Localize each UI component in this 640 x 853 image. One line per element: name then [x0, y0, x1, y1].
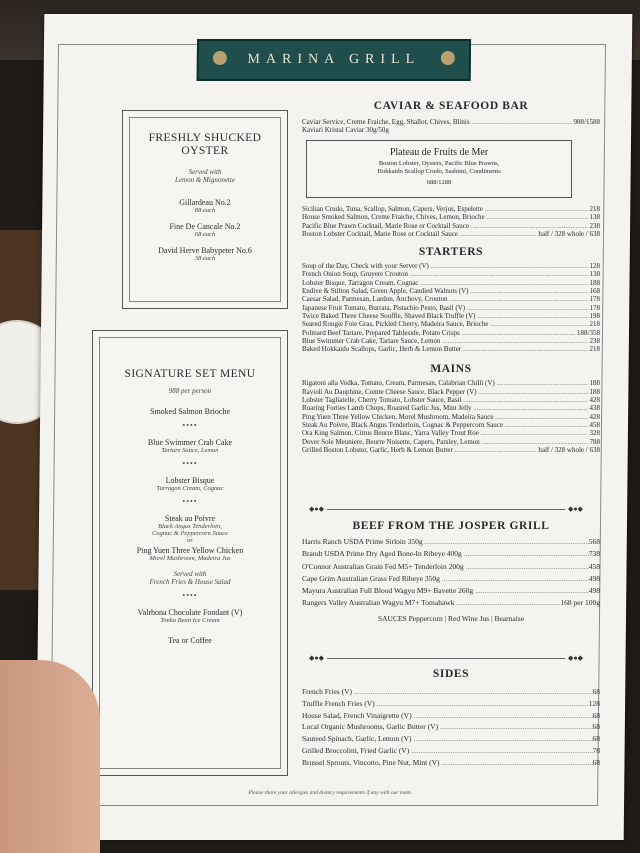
plateau-title: Plateau de Fruits de Mer [389, 147, 489, 158]
list-item [302, 698, 600, 710]
set-menu-title: SIGNATURE SET MENU [124, 368, 256, 380]
item-name: Japanese Fruit Tomato, Burrata, Pistachio Pesto, Basil (V) ..... [302, 304, 588, 312]
list-item [302, 446, 600, 454]
list-item [302, 561, 600, 573]
oyster-item-name: David Herve Babypeter No.6 [158, 246, 252, 255]
grill-section [302, 520, 600, 623]
restaurant-name: MARINA GRILL [247, 52, 421, 67]
course-separator: •••• [182, 459, 198, 468]
mains-list [302, 379, 600, 454]
served-with-items: French Fries & House Salad [149, 578, 231, 586]
item-name: Twice Baked Three Cheese Souffle, Shaved Black Truffle (V) ..... [302, 312, 588, 320]
item-price: 428 [589, 412, 600, 421]
list-item [302, 686, 600, 698]
oyster-item-price: 68 each [194, 231, 216, 238]
item-name: Ping Yuen Three Yellow Chicken, Morel Mushroom, Madeira Sauce ..... [302, 413, 588, 421]
item-price: 68 [592, 710, 600, 720]
course-3-note: Tarragon Cream, Cognac [156, 485, 224, 492]
item-name: Grilled Broccolini, Fried Garlic (V) ..... [302, 745, 593, 757]
course-4b: Ping Yuen Three Yellow Chicken [136, 546, 244, 555]
list-item [302, 710, 600, 722]
divider-ornament: ◆●◆ [568, 654, 583, 662]
item-name: Harris Ranch USDA Prime Sirloin 350g ..... [302, 536, 589, 548]
course-5-note: Tonka Bean Ice Cream [160, 617, 220, 624]
course-4b-note: Morel Mushroom, Madeira Jus [149, 555, 231, 562]
item-price: 188 [589, 379, 600, 388]
item-name: Lobster Bisque, Tarragon Cream, Cognac ..... [302, 279, 588, 287]
item-price: 498 [588, 586, 600, 596]
allergy-note: Please share your allergies and dietary requirements if any with our team. [248, 790, 412, 796]
list-item [302, 312, 600, 320]
item-name: O'Connor Australian Grain Fed M5+ Tenderloin 200g ..... [302, 561, 589, 573]
list-item [302, 287, 600, 295]
item-name: Ravioli Au Dauphine, Comte Cheese Sauce, Black Pepper (V) ..... [302, 388, 588, 396]
item-name: Caesar Salad, Parmesan, Lardon, Anchovy, Crouton ..... [302, 295, 588, 303]
oyster-panel [122, 110, 288, 309]
item-price: 178 [589, 303, 600, 312]
served-with-label: Served with [173, 570, 207, 578]
item-price: 568 [588, 537, 600, 546]
item-name: Rigatoni alla Vodka, Tomato, Cream, Parmesan, Calabrian Chilli (V) ..... [302, 379, 588, 387]
item-name: Pacific Blue Prawn Cocktail, Marie Rose or Cocktail Sauce ..... [302, 222, 588, 230]
item-name: Sauteed Spinach, Garlic, Lemon (V) ..... [302, 733, 593, 745]
item-name: Rangers Valley Australian Wagyu M7+ Tomahawk ..... [302, 597, 560, 609]
item-price: 438 [589, 404, 600, 413]
list-item [302, 388, 600, 396]
course-4a-note: Black Angus Tenderloin, [158, 523, 222, 530]
set-menu-panel [92, 330, 288, 776]
item-name: Brandt USDA Prime Dry Aged Bone-In Ribeye 400g ..... [302, 548, 589, 560]
list-item [302, 205, 600, 213]
list-item [302, 536, 600, 548]
list-item [302, 304, 600, 312]
oyster-title: FRESHLY SHUCKED OYSTER [148, 132, 262, 157]
item-price: 68 [592, 757, 600, 767]
caviar-price: 988/1588 [573, 118, 600, 126]
item-name: Truffle French Fries (V) ..... [302, 698, 589, 710]
course-separator: •••• [182, 591, 198, 600]
item-price: 198 [589, 311, 600, 320]
item-price: 458 [589, 420, 600, 429]
list-item [302, 337, 600, 345]
set-menu-panel-inner [99, 337, 281, 769]
oyster-served-line2: Lemon & Mignonette [175, 176, 235, 184]
list-item [302, 721, 600, 733]
item-name: Cape Grim Australian Grass Fed Ribeye 350g ..... [302, 573, 589, 585]
item-name: Roaring Forties Lamb Chops, Roasted Garlic Jus, Mint Jelly ..... [302, 404, 588, 412]
item-price: 218 [589, 345, 600, 354]
list-item [302, 404, 600, 412]
list-item [302, 270, 600, 278]
list-item [302, 745, 600, 757]
item-price: 788 [589, 437, 600, 446]
sides-list [302, 686, 600, 769]
item-name: Blue Swimmer Crab Cake, Tartare Sauce, Lemon ..... [302, 337, 588, 345]
caviar-line2: Kaviari Kristal Caviar 30g/50g [302, 126, 389, 135]
list-item [302, 757, 600, 769]
course-separator: •••• [182, 421, 198, 430]
item-name: Baked Hokkaido Scallops, Garlic, Herb & Lemon Butter ..... [302, 345, 588, 353]
item-price: 78 [592, 745, 600, 755]
plateau-desc1: Boston Lobster, Oysters, Pacific Blue Prawns, [378, 160, 500, 167]
sauces-line: SAUCES Peppercorn | Red Wine Jus | Bearnaise [377, 613, 525, 623]
starters-title: STARTERS [418, 246, 484, 259]
item-price: 238 [589, 221, 600, 230]
item-name: Dover Sole Meuniere, Beurre Noisette, Capers, Parsley, Lemon ..... [302, 438, 588, 446]
item-price: 68 [592, 734, 600, 744]
list-item [302, 421, 600, 429]
item-price: 218 [589, 320, 600, 329]
course-6: Tea or Coffee [168, 636, 212, 645]
item-name: Local Organic Mushrooms, Garlic Butter (V) ..... [302, 721, 593, 733]
divider-line [327, 658, 565, 659]
course-2-note: Tartare Sauce, Lemon [161, 447, 219, 454]
item-price: 188 [589, 278, 600, 287]
item-price: 168 [589, 287, 600, 296]
item-price: 498 [588, 573, 600, 583]
caviar-section [302, 100, 600, 134]
sides-title: SIDES [432, 668, 470, 680]
list-item [302, 413, 600, 421]
item-name: Soup of the Day, Check with your Server (V) ..... [302, 262, 588, 270]
course-4a: Steak au Poivre [164, 514, 216, 523]
set-menu-price: 988 per person [168, 387, 212, 395]
item-price: 428 [589, 396, 600, 405]
item-price: half / 328 whole / 638 [538, 229, 600, 238]
emblem-icon [441, 51, 455, 65]
mains-title: MAINS [430, 363, 472, 376]
course-separator: •••• [182, 497, 198, 506]
caviar-title: CAVIAR & SEAFOOD BAR [373, 100, 529, 112]
oyster-served-line1: Served with [188, 168, 222, 176]
oyster-panel-inner [129, 117, 281, 302]
item-name: Boston Lobster Cocktail, Marie Rose or Cocktail Sauce ..... [302, 230, 536, 238]
oyster-item-price: 38 each [194, 255, 216, 262]
emblem-icon [213, 51, 227, 65]
item-name: Brussel Sprouts, Vincotto, Pine Nut, Mint (V) ..... [302, 757, 593, 769]
item-name: Steak Au Poivre, Black Angus Tenderloin, Cognac & Peppercorn Sauce ..... [302, 421, 588, 429]
section-divider [306, 505, 586, 513]
item-price: 68 [592, 687, 600, 696]
item-price: 188 [589, 387, 600, 396]
list-item [302, 213, 600, 221]
item-price: 218 [589, 205, 600, 213]
item-price: half / 328 whole / 638 [538, 445, 600, 454]
list-item [302, 438, 600, 446]
grill-list [302, 536, 600, 610]
divider-ornament: ◆●◆ [568, 505, 583, 513]
caviar-row [302, 118, 600, 126]
item-price: 738 [588, 549, 600, 559]
item-name: French Onion Soup, Gruyere Crouton ..... [302, 270, 588, 278]
course-2: Blue Swimmer Crab Cake [147, 438, 233, 447]
course-1: Smoked Salmon Brioche [150, 407, 230, 416]
list-item [302, 329, 600, 337]
divider-ornament: ◆●◆ [309, 654, 324, 662]
item-price: 328 [589, 429, 600, 438]
list-item [302, 279, 600, 287]
oyster-item-name: Gillardeau No.2 [179, 198, 231, 207]
item-price: 238 [589, 336, 600, 345]
item-price: 458 [588, 561, 600, 571]
course-4a-note: Cognac & Peppercorn Sauce [151, 530, 229, 537]
plateau-price: 688/1288 [426, 179, 452, 186]
item-price: 138 [589, 270, 600, 279]
divider-ornament: ◆●◆ [309, 505, 324, 513]
item-name: House Salad, French Vinaigrette (V) ..... [302, 710, 593, 722]
course-5: Valrhona Chocolate Fondant (V) [137, 608, 243, 617]
item-price: 178 [589, 295, 600, 304]
item-name: Endive & Stilton Salad, Green Apple, Candied Walnuts (V) ..... [302, 287, 588, 295]
list-item [302, 585, 600, 597]
seafood-list [302, 205, 600, 454]
item-name: House Smoked Salmon, Creme Fraiche, Chives, Lemon, Brioche ..... [302, 213, 588, 221]
item-price: 128 [588, 698, 600, 708]
plateau-box [306, 140, 572, 198]
item-price: 68 [592, 722, 600, 732]
starters-list [302, 262, 600, 353]
item-name: Sicilian Crudo, Tuna, Scallop, Salmon, Capers, Verjus, Espelette ..... [302, 205, 588, 213]
divider-line [327, 509, 565, 510]
restaurant-banner [197, 39, 471, 81]
section-divider [306, 654, 586, 662]
item-price: 138 [589, 213, 600, 222]
list-item [302, 573, 600, 585]
item-name: Mayura Australian Full Blood Wagyu M9+ Bavette 260g ..... [302, 585, 589, 597]
item-price: 168 per 100g [560, 598, 600, 608]
list-item [302, 548, 600, 560]
item-price: 188/358 [577, 328, 600, 337]
item-name: Polmard Beef Tartare, Prepared Tableside, Potato Crisps ..... [302, 329, 575, 337]
course-or: or [187, 537, 193, 544]
item-name: Grilled Boston Lobster, Garlic, Herb & Lemon Butter ..... [302, 446, 536, 454]
list-item [302, 295, 600, 303]
list-item [302, 262, 600, 270]
plateau-desc2: Hokkaido Scallop Crudo, Sashimi, Condiments [377, 168, 501, 175]
list-item [302, 230, 600, 238]
list-item [302, 396, 600, 404]
sides-section [302, 668, 600, 769]
list-item [302, 345, 600, 353]
list-item [302, 222, 600, 230]
grill-title: BEEF FROM THE JOSPER GRILL [352, 520, 550, 532]
item-name: French Fries (V) ..... [302, 686, 593, 698]
item-name: Seared Rougie Foie Gras, Pickled Cherry, Madeira Sauce, Brioche ..... [302, 320, 588, 328]
list-item [302, 733, 600, 745]
list-item [302, 320, 600, 328]
list-item [302, 429, 600, 437]
list-item [302, 597, 600, 609]
list-item [302, 379, 600, 387]
caviar-line1: Caviar Service, Creme Fraiche, Egg, Shallot, Chives, Blinis ..... [302, 118, 572, 126]
course-3: Lobster Bisque [165, 476, 215, 485]
item-price: 128 [589, 262, 600, 271]
oyster-item-price: 88 each [194, 207, 216, 214]
oyster-item-name: Fine De Cancale No.2 [169, 222, 241, 231]
item-name: Lobster Tagliatelle, Cherry Tomato, Lobster Sauce, Basil ..... [302, 396, 588, 404]
hand [0, 660, 100, 853]
item-name: Ora King Salmon, Citrus Beurre Blanc, Yarra Valley Trout Roe ..... [302, 429, 588, 437]
